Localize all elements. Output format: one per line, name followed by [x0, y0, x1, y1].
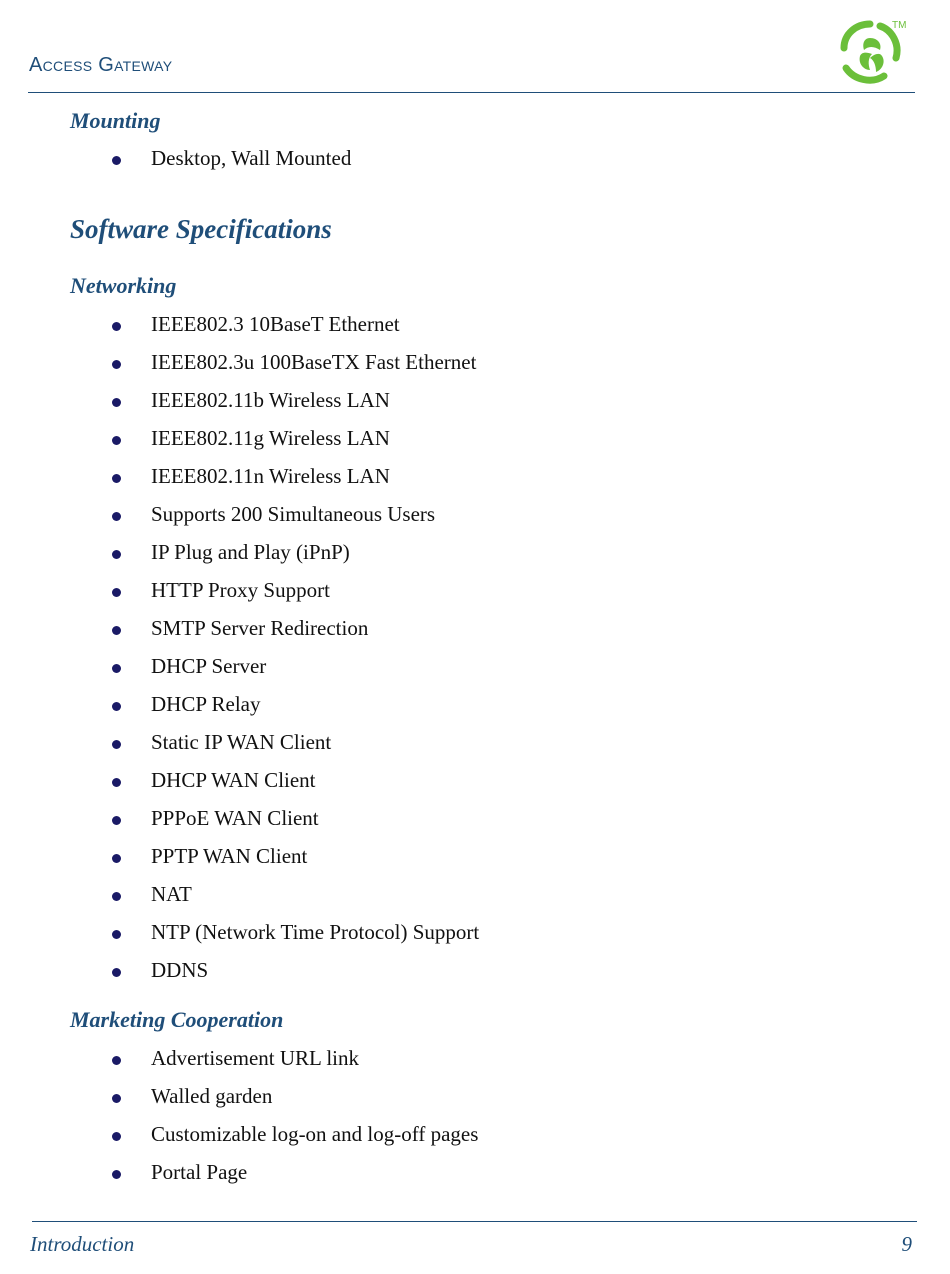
- list-item-text: IEEE802.11g Wireless LAN: [151, 426, 390, 450]
- list-item-text: NTP (Network Time Protocol) Support: [151, 920, 480, 944]
- list-item: [0, 426, 950, 456]
- list-item: [0, 1160, 950, 1190]
- bullet-icon: [112, 740, 121, 749]
- bullet-icon: [112, 474, 121, 483]
- bullet-icon: [112, 930, 121, 939]
- list-item: [0, 730, 950, 760]
- list-item: [0, 692, 950, 722]
- bullet-icon: [112, 322, 121, 331]
- bullet-icon: [112, 1094, 121, 1103]
- bullet-icon: [112, 816, 121, 825]
- list-item: [0, 1084, 950, 1114]
- bullet-icon: [112, 892, 121, 901]
- list-item: [0, 882, 950, 912]
- bullet-icon: [112, 702, 121, 711]
- page-number: 9: [901, 1232, 912, 1256]
- bullet-icon: [112, 550, 121, 559]
- list-item-text: DHCP WAN Client: [151, 768, 316, 792]
- bullet-icon: [112, 664, 121, 673]
- list-item: [0, 1122, 950, 1152]
- list-item-text: IEEE802.3u 100BaseTX Fast Ethernet: [151, 350, 477, 374]
- list-item-text: Desktop, Wall Mounted: [151, 146, 352, 170]
- bullet-icon: [112, 968, 121, 977]
- bullet-icon: [112, 436, 121, 445]
- logo-trademark: TM: [892, 20, 907, 31]
- list-item-text: Customizable log-on and log-off pages: [151, 1122, 479, 1146]
- bullet-icon: [112, 778, 121, 787]
- bullet-icon: [112, 588, 121, 597]
- marketing-cooperation-heading: Marketing Cooperation: [70, 1007, 284, 1032]
- bullet-icon: [112, 1170, 121, 1179]
- list-item: [0, 388, 950, 418]
- bullet-icon: [112, 626, 121, 635]
- bullet-icon: [112, 512, 121, 521]
- list-item-text: IP Plug and Play (iPnP): [151, 540, 350, 564]
- list-item: [0, 1046, 950, 1076]
- list-item-text: PPTP WAN Client: [151, 844, 308, 868]
- bullet-icon: [112, 360, 121, 369]
- list-item: [0, 806, 950, 836]
- networking-heading: Networking: [70, 273, 177, 298]
- bullet-icon: [112, 398, 121, 407]
- footer-section-name: Introduction: [30, 1232, 135, 1256]
- list-item-text: Static IP WAN Client: [151, 730, 332, 754]
- bullet-icon: [112, 1056, 121, 1065]
- bullet-icon: [112, 854, 121, 863]
- list-item-text: Walled garden: [151, 1084, 273, 1108]
- list-item-text: Portal Page: [151, 1160, 248, 1184]
- list-item-text: DHCP Server: [151, 654, 267, 678]
- list-item-text: Advertisement URL link: [151, 1046, 360, 1070]
- list-item: [0, 350, 950, 380]
- list-item-text: Supports 200 Simultaneous Users: [151, 502, 436, 526]
- list-item: [0, 654, 950, 684]
- list-item: [0, 502, 950, 532]
- list-item: [0, 616, 950, 646]
- mounting-heading: Mounting: [70, 108, 161, 133]
- header-title: Access Gateway: [29, 54, 173, 76]
- list-item-text: HTTP Proxy Support: [151, 578, 330, 602]
- footer-divider: [32, 1221, 917, 1222]
- list-item-text: IEEE802.11n Wireless LAN: [151, 464, 390, 488]
- bullet-icon: [112, 1132, 121, 1141]
- list-item-text: IEEE802.3 10BaseT Ethernet: [151, 312, 400, 336]
- list-item: [0, 958, 950, 988]
- list-item: [0, 312, 950, 342]
- list-item: [0, 578, 950, 608]
- header-divider: [28, 92, 915, 93]
- list-item: [0, 920, 950, 950]
- list-item-text: DHCP Relay: [151, 692, 261, 716]
- list-item-text: NAT: [151, 882, 192, 906]
- bullet-icon: [112, 156, 121, 165]
- list-item-text: PPPoE WAN Client: [151, 806, 319, 830]
- list-item: [0, 146, 950, 176]
- list-item: [0, 844, 950, 874]
- list-item-text: IEEE802.11b Wireless LAN: [151, 388, 390, 412]
- list-item-text: SMTP Server Redirection: [151, 616, 369, 640]
- list-item-text: DDNS: [151, 958, 209, 982]
- list-item: [0, 464, 950, 494]
- green-swirl-logo-icon: [830, 16, 910, 88]
- software-specifications-heading: Software Specifications: [70, 214, 332, 244]
- list-item: [0, 768, 950, 798]
- list-item: [0, 540, 950, 570]
